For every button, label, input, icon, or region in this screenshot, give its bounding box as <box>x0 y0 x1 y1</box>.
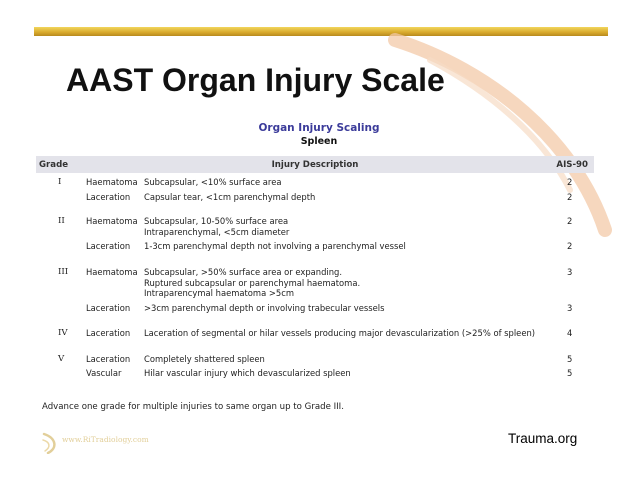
description-cell <box>144 303 549 314</box>
ais-cell: 2 <box>567 177 573 187</box>
description-line: Intraparenchymal, <5cm diameter <box>144 226 290 237</box>
grading-note: Advance one grade for multiple injuries to same organ up to Grade III. <box>42 402 344 412</box>
table-header-row <box>36 156 594 173</box>
slide-title: AAST Organ Injury Scale <box>66 62 445 98</box>
grade-cell: I <box>58 177 62 187</box>
table-row <box>36 192 594 216</box>
description-line: Subcapsular, 10-50% surface area <box>144 216 289 226</box>
logo-watermark-text: www.RiTradiology.com <box>62 435 149 444</box>
injury-scale-table <box>36 156 594 382</box>
radiology-logo-icon <box>40 432 60 454</box>
description-cell <box>144 368 549 379</box>
ais-cell: 5 <box>567 368 573 378</box>
header-injury-description: Injury Description <box>271 160 359 170</box>
injury-type-cell: Laceration <box>86 354 131 364</box>
description-cell <box>144 267 549 299</box>
header-ais: AIS-90 <box>556 160 588 170</box>
injury-type-cell: Haematoma <box>86 177 138 187</box>
ais-cell: 4 <box>567 328 573 338</box>
description-cell <box>144 216 549 237</box>
description-line: Ruptured subcapsular or parenchymal haematoma. <box>144 277 361 288</box>
injury-type-cell: Haematoma <box>86 267 138 277</box>
grade-cell: III <box>58 267 69 277</box>
injury-type-cell: Haematoma <box>86 216 138 226</box>
description-line: Capsular tear, <1cm parenchymal depth <box>144 192 316 202</box>
table-row <box>36 368 594 382</box>
table-row <box>36 303 594 328</box>
description-cell <box>144 192 549 203</box>
injury-type-cell: Laceration <box>86 192 131 202</box>
injury-type-cell: Laceration <box>86 241 131 251</box>
description-line: Hilar vascular injury which devascularized spleen <box>144 368 351 378</box>
table-row <box>36 328 594 354</box>
table-row <box>36 241 594 267</box>
table-title: Organ Injury Scaling <box>258 122 380 134</box>
ais-cell: 3 <box>567 267 573 277</box>
table-row <box>36 354 594 368</box>
description-cell <box>144 177 549 188</box>
injury-type-cell: Laceration <box>86 328 131 338</box>
grade-cell: IV <box>58 328 68 338</box>
table-subtitle: Spleen <box>300 136 338 147</box>
table-row <box>36 216 594 241</box>
ais-cell: 5 <box>567 354 573 364</box>
table-row <box>36 177 594 192</box>
ais-cell: 2 <box>567 192 573 202</box>
ais-cell: 3 <box>567 303 573 313</box>
description-line: 1-3cm parenchymal depth not involving a parenchymal vessel <box>144 241 406 251</box>
source-label: Trauma.org <box>508 431 578 446</box>
grade-cell: V <box>58 354 65 364</box>
ais-cell: 2 <box>567 216 573 226</box>
ais-cell: 2 <box>567 241 573 251</box>
description-cell <box>144 328 549 339</box>
description-line: >3cm parenchymal depth or involving trabecular vessels <box>144 303 385 313</box>
description-line: Subcapsular, >50% surface area or expanding. <box>144 267 343 277</box>
injury-type-cell: Laceration <box>86 303 131 313</box>
description-cell <box>144 241 549 252</box>
header-grade: Grade <box>39 160 69 170</box>
grade-cell: II <box>58 216 65 226</box>
description-line: Subcapsular, <10% surface area <box>144 177 282 187</box>
table-row <box>36 267 594 303</box>
description-cell <box>144 354 549 365</box>
injury-type-cell: Vascular <box>86 368 122 378</box>
description-line: Laceration of segmental or hilar vessels producing major devascularization (>25% of spleen) <box>144 328 536 338</box>
description-line: Intraparencymal haematoma >5cm <box>144 288 294 298</box>
description-line: Completely shattered spleen <box>144 354 265 364</box>
